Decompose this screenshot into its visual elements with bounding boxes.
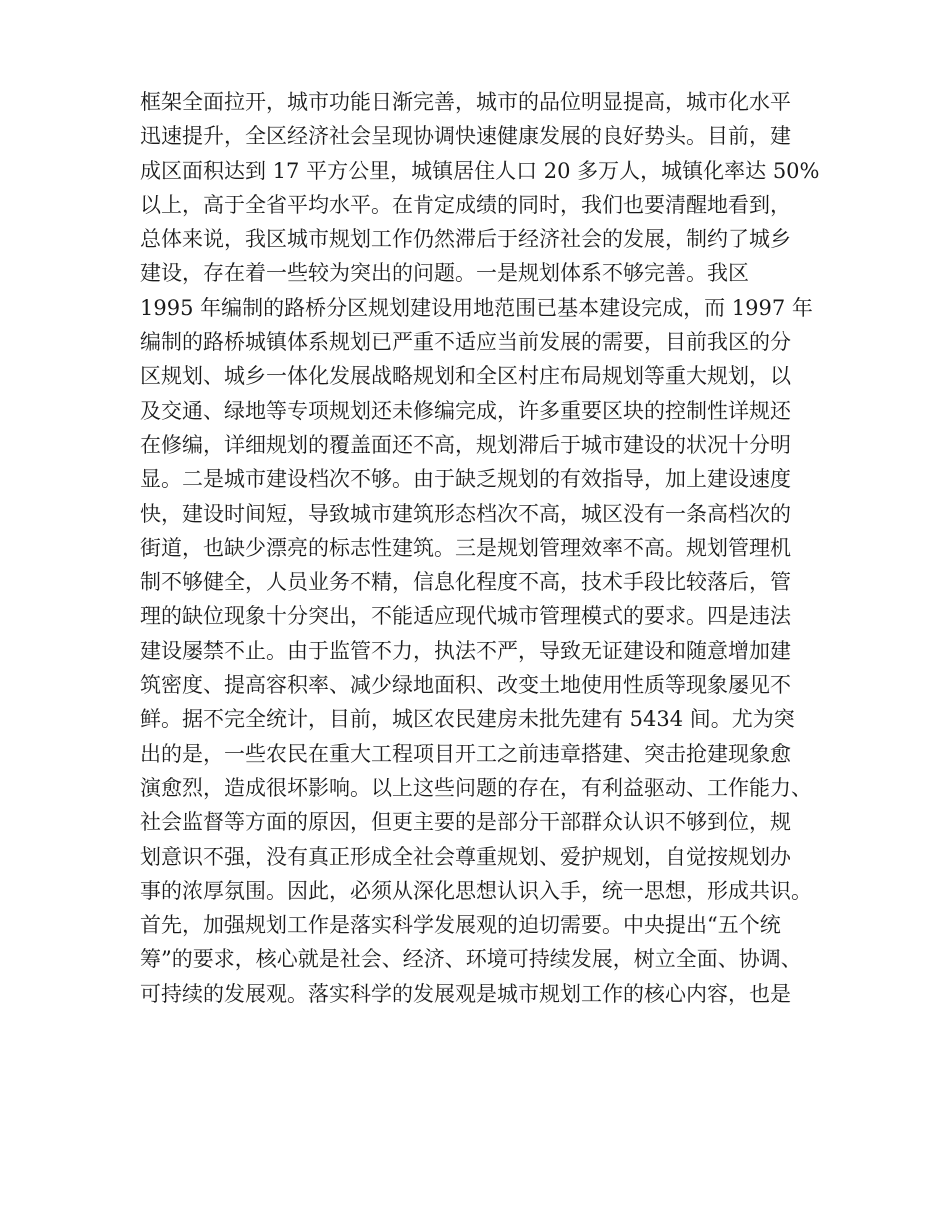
- text-line: 建设屡禁不止。由于监管不力，执法不严，导致无证建设和随意增加建: [140, 638, 791, 663]
- text-line: 划意识不强，没有真正形成全社会尊重规划、爱护规划，自觉按规划办: [140, 844, 791, 869]
- text-line: 及交通、绿地等专项规划还未修编完成，许多重要区块的控制性详规还: [140, 398, 791, 423]
- text-line: 以上，高于全省平均水平。在肯定成绩的同时，我们也要清醒地看到，: [140, 192, 791, 217]
- text-line: 显。二是城市建设档次不够。由于缺乏规划的有效指导，加上建设速度: [140, 467, 791, 492]
- text-line: 1995 年编制的路桥分区规划建设用地范围已基本建设完成，而 1997 年: [140, 295, 813, 320]
- text-line: 筑密度、提高容积率、减少绿地面积、改变土地使用性质等现象屡见不: [140, 673, 791, 698]
- text-line: 出的是，一些农民在重大工程项目开工之前违章搭建、突击抢建现象愈: [140, 741, 791, 766]
- text-line: 理的缺位现象十分突出，不能适应现代城市管理模式的要求。四是违法: [140, 604, 791, 629]
- text-line: 鲜。据不完全统计，目前，城区农民建房未批先建有 5434 间。尤为突: [140, 707, 795, 732]
- text-line: 筹”的要求，核心就是社会、经济、环境可持续发展，树立全面、协调、: [140, 947, 802, 972]
- text-line: 迅速提升，全区经济社会呈现协调快速健康发展的良好势头。目前，建: [140, 124, 791, 149]
- text-line: 社会监督等方面的原因，但更主要的是部分干部群众认识不够到位，规: [140, 810, 791, 835]
- text-line: 成区面积达到 17 平方公里，城镇居住人口 20 多万人，城镇化率达 50%: [140, 158, 820, 183]
- text-line: 建设，存在着一些较为突出的问题。一是规划体系不够完善。我区: [140, 261, 749, 286]
- text-line: 在修编，详细规划的覆盖面还不高，规划滞后于城市建设的状况十分明: [140, 432, 791, 457]
- text-line: 编制的路桥城镇体系规划已严重不适应当前发展的需要，目前我区的分: [140, 330, 791, 355]
- text-line: 首先，加强规划工作是落实科学发展观的迫切需要。中央提出“五个统: [140, 913, 781, 938]
- body-text: [140, 85, 830, 1011]
- text-line: 总体来说，我区城市规划工作仍然滞后于经济社会的发展，制约了城乡: [140, 227, 791, 252]
- text-line: 框架全面拉开，城市功能日渐完善，城市的品位明显提高，城市化水平: [140, 90, 791, 114]
- text-line: 制不够健全，人员业务不精，信息化程度不高，技术手段比较落后，管: [140, 570, 791, 595]
- text-line: 快，建设时间短，导致城市建筑形态档次不高，城区没有一条高档次的: [140, 501, 791, 526]
- text-line: 区规划、城乡一体化发展战略规划和全区村庄布局规划等重大规划，以: [140, 364, 791, 389]
- text-line: 事的浓厚氛围。因此，必须从深化思想认识入手，统一思想，形成共识。: [140, 878, 812, 903]
- text-line: 街道，也缺少漂亮的标志性建筑。三是规划管理效率不高。规划管理机: [140, 535, 791, 560]
- text-line: 演愈烈，造成很坏影响。以上这些问题的存在，有利益驱动、工作能力、: [140, 775, 812, 800]
- text-line: 可持续的发展观。落实科学的发展观是城市规划工作的核心内容，也是: [140, 981, 791, 1006]
